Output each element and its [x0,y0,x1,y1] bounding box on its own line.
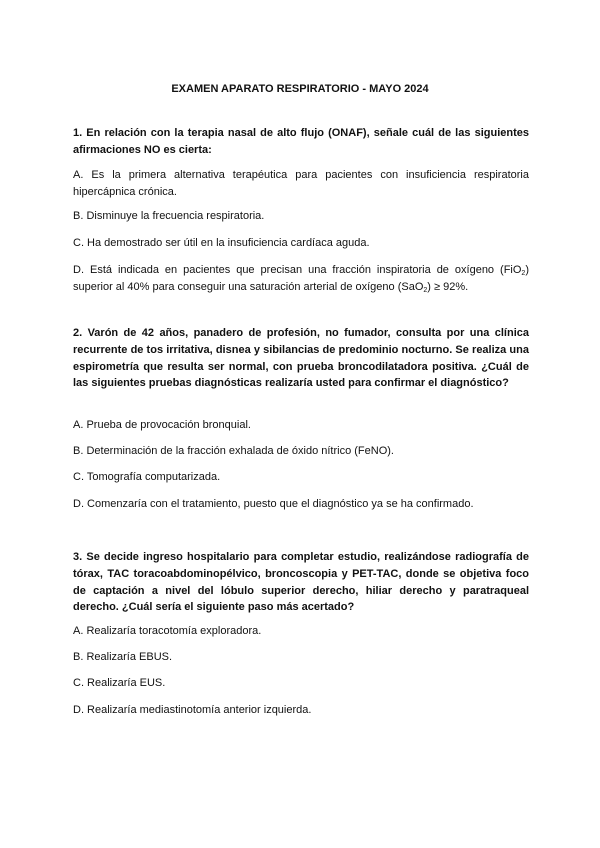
subscript: 2 [521,270,526,277]
question-3-option-a: A. Realizaría toracotomía exploradora. [73,625,262,637]
question-1-option-d [73,262,529,296]
question-3-option-d: D. Realizaría mediastinotomía anterior izquierda. [73,704,312,716]
question-2-option-a: A. Prueba de provocación bronquial. [73,419,251,431]
question-1-option-b: B. Disminuye la frecuencia respiratoria. [73,210,265,222]
question-2-option-c: C. Tomografía computarizada. [73,471,221,483]
question-2-option-b: B. Determinación de la fracción exhalada de óxido nítrico (FeNO). [73,445,394,457]
question-3-option-b: B. Realizaría EBUS. [73,651,173,663]
option-d-text-1: D. Está indicada en pacientes que precisan una fracción inspiratoria de oxígeno (FiO [73,264,522,276]
question-3-stem: 3. Se decide ingreso hospitalario para completar estudio, realizándose radiografía de tórax, TAC toracoabdominopélvico, broncoscopia y PET-TAC, donde se objetiva foco de captación a nivel del lóbulo superior derecho, hiliar derecho y paratraqueal derecho. ¿Cuál sería el siguiente paso más acertado? [73,551,529,614]
question-1-option-a: A. Es la primera alternativa terapéutica para pacientes con insuficiencia respiratoria hipercápnica crónica. [73,169,529,198]
question-1-stem: 1. En relación con la terapia nasal de alto flujo (ONAF), señale cuál de las siguientes afirmaciones NO es cierta: [73,127,529,156]
option-d-text-2: ) superior al 40% para conseguir una saturación arterial de oxígeno (SaO [73,264,529,293]
option-d-text-3: ) ≥ 92%. [427,280,469,293]
question-3-option-c: C. Realizaría EUS. [73,677,166,689]
exam-title: EXAMEN APARATO RESPIRATORIO - MAYO 2024 [171,83,429,95]
question-2-stem: 2. Varón de 42 años, panadero de profesión, no fumador, consulta por una clínica recurrente de tos irritativa, disnea y sibilancias de predominio nocturno. Se realiza una espirometría que resulta ser normal, con prueba broncodilatadora positiva. ¿Cuál de las siguientes pruebas diagnósticas realizaría usted para confirmar el diagnóstico? [73,327,529,390]
subscript: 2 [423,286,428,294]
question-2-option-d: D. Comenzaría con el tratamiento, puesto que el diagnóstico ya se ha confirmado. [73,498,474,510]
question-1-option-c: C. Ha demostrado ser útil en la insuficiencia cardíaca aguda. [73,237,370,249]
